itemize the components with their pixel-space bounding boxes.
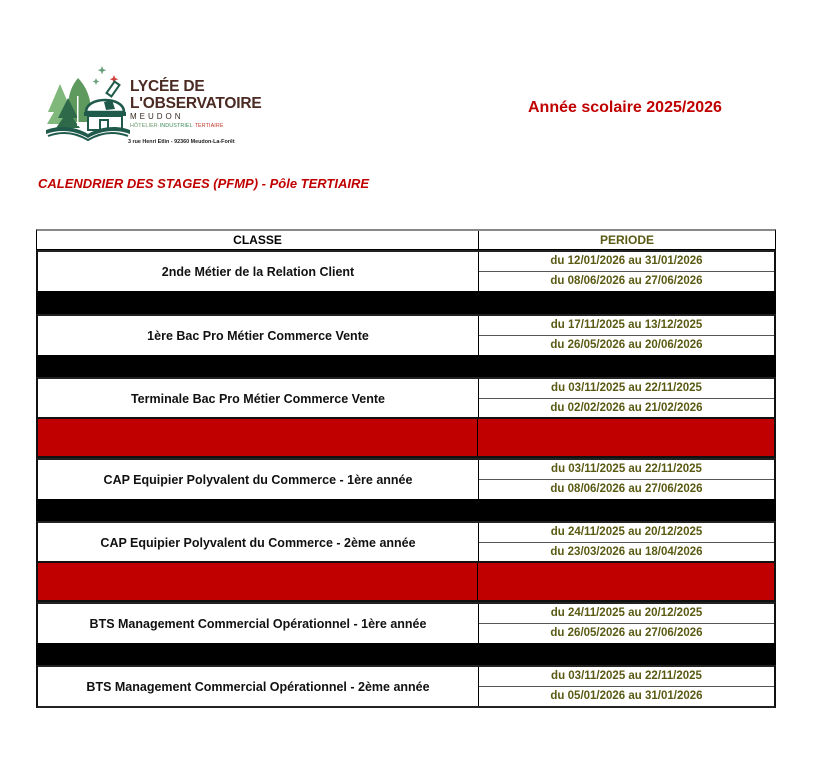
logo-tag-separator: · — [192, 123, 195, 129]
class-name: CAP Equipier Polyvalent du Commerce - 1ère année — [38, 460, 479, 499]
class-name: BTS Management Commercial Opérationnel - 1ère année — [38, 604, 479, 643]
period: du 03/11/2025 au 22/11/2025 — [551, 382, 702, 394]
separator-row-black — [36, 643, 776, 666]
school-logo — [44, 62, 264, 148]
observatory-logo-icon — [44, 62, 134, 142]
logo-tags — [130, 123, 224, 129]
table-row — [36, 602, 776, 643]
school-address: 3 rue Henri Etlin - 92360 Meudon-La-Forêt — [128, 139, 235, 145]
column-header-classe: CLASSE — [37, 231, 479, 249]
period: du 24/11/2025 au 20/12/2025 — [550, 607, 703, 619]
period: du 08/06/2026 au 27/06/2026 — [479, 479, 774, 499]
period: du 05/01/2026 au 31/01/2026 — [479, 686, 774, 706]
period: du 08/06/2026 au 27/06/2026 — [479, 271, 774, 291]
logo-title-line1: LYCÉE DE — [130, 78, 205, 95]
school-year: Année scolaire 2025/2026 — [528, 99, 722, 116]
period: du 26/05/2026 au 20/06/2026 — [479, 335, 774, 355]
class-name: 1ère Bac Pro Métier Commerce Vente — [38, 316, 479, 355]
logo-town: MEUDON — [130, 112, 184, 121]
class-name: Terminale Bac Pro Métier Commerce Vente — [38, 379, 479, 418]
logo-tag-separator: · — [157, 123, 160, 129]
logo-title — [130, 78, 262, 112]
separator-row-red — [36, 417, 776, 458]
period: du 03/11/2025 au 22/11/2025 — [551, 463, 702, 475]
class-name: CAP Equipier Polyvalent du Commerce - 2ème année — [38, 523, 479, 562]
document-title: CALENDRIER DES STAGES (PFMP) - Pôle TERTIAIRE — [38, 176, 370, 191]
table-row — [36, 250, 776, 291]
table-row — [36, 314, 776, 355]
period: du 03/11/2025 au 22/11/2025 — [551, 670, 702, 682]
logo-title-line2: L'OBSERVATOIRE — [130, 95, 262, 112]
separator-row-black — [36, 355, 776, 378]
table-header — [36, 229, 776, 250]
logo-tag-industriel: INDUSTRIEL — [159, 123, 193, 129]
table-row — [36, 665, 776, 708]
period: du 12/01/2026 au 31/01/2026 — [550, 255, 703, 267]
period: du 26/05/2026 au 27/06/2026 — [479, 623, 774, 643]
table-row — [36, 377, 776, 418]
class-name: 2nde Métier de la Relation Client — [38, 252, 479, 291]
separator-row-black — [36, 291, 776, 314]
table-row — [36, 458, 776, 499]
table-row — [36, 521, 776, 562]
class-name: BTS Management Commercial Opérationnel - 2ème année — [38, 667, 479, 706]
separator-row-black — [36, 499, 776, 522]
period: du 17/11/2025 au 13/12/2025 — [550, 319, 703, 331]
logo-tag-hotelier: HÔTELIER — [130, 123, 158, 129]
column-header-periode: PERIODE — [599, 233, 654, 247]
separator-row-red — [36, 561, 776, 602]
logo-tag-tertiaire: TERTIAIRE — [194, 123, 224, 129]
period: du 24/11/2025 au 20/12/2025 — [550, 526, 703, 538]
period: du 23/03/2026 au 18/04/2026 — [479, 542, 774, 562]
period: du 02/02/2026 au 21/02/2026 — [479, 398, 774, 418]
